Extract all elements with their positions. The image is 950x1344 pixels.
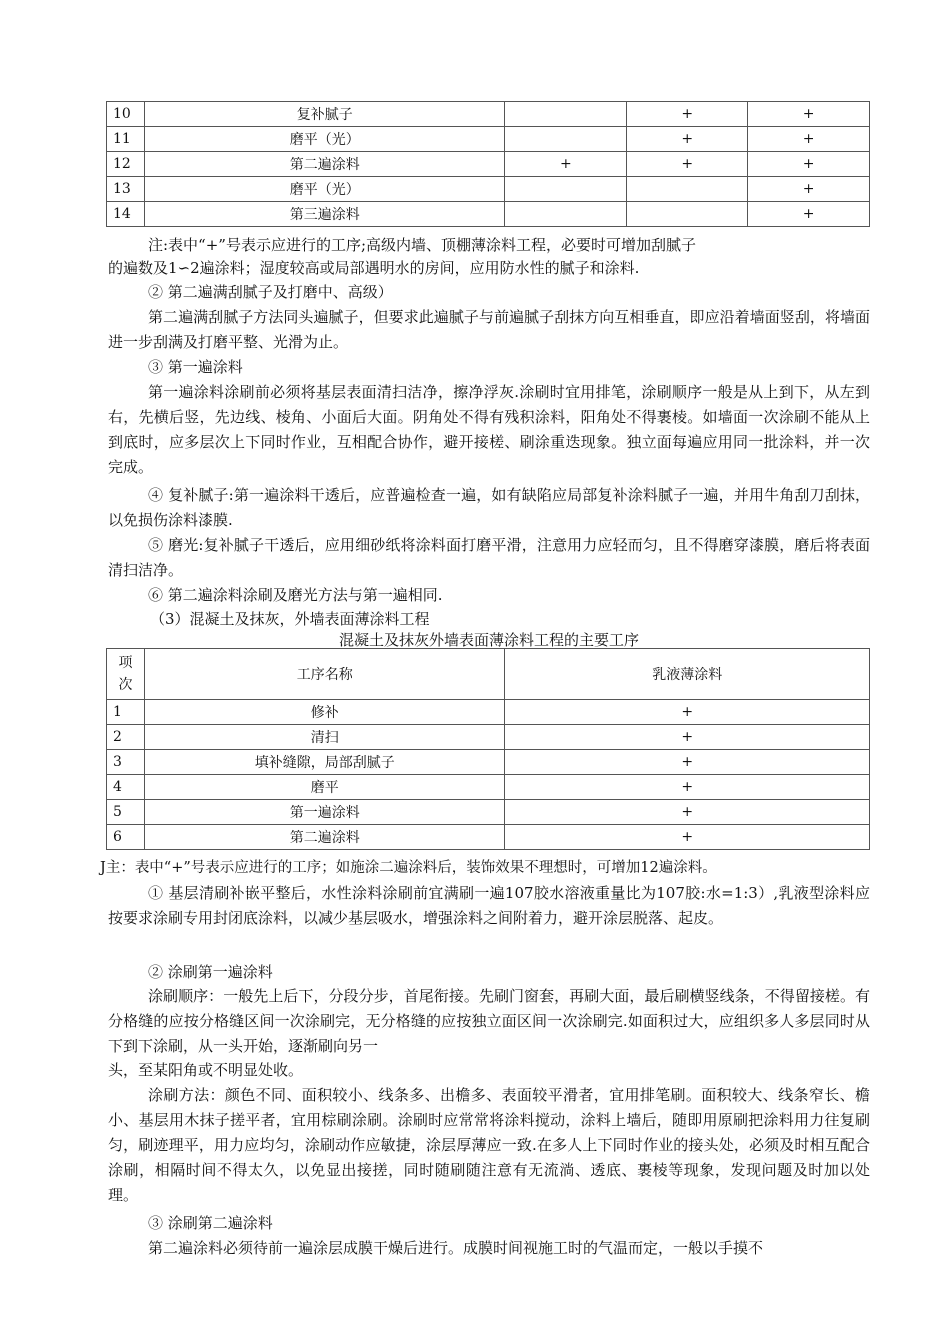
mark-cell: [505, 177, 627, 202]
row-number: 3: [107, 750, 145, 775]
section-heading: （3）混凝土及抹灰，外墙表面薄涂料工程: [150, 610, 430, 628]
main-procedure-table: [106, 648, 870, 850]
row-number: 10: [107, 102, 145, 127]
step-heading: ③ 涂刷第二遍涂料: [148, 1214, 273, 1232]
row-number: 4: [107, 775, 145, 800]
mark-cell: +: [505, 800, 870, 825]
table-note: 注:表中“+”号表示应进行的工序;高级内墙、顶棚薄涂料工程，必要时可增加刮腻子: [148, 236, 697, 254]
paragraph: 涂刷顺序：一般先上后下，分段分步，首尾衔接。先刷门窗套，再刷大面，最后刷横竖线条，不得留接槎。有分格缝的应按分格缝区间一次涂刷完，无分格缝的应按独立面区间一次涂刷完.如面积过大，应组织多人多层同时从下到下涂刷，从一头开始，逐渐刷向另一: [108, 987, 870, 1055]
paragraph: 第一遍涂料涂刷前必须将基层表面清扫洁净，擦净浮灰.涂刷时宜用排笔，涂刷顺序一般是从上到下，从左到右，先横后竖，先边线、棱角、小面后大面。阴角处不得有残积涂料，阳角处不得裹棱。如墙面一次涂刷不能从上到底时，应多层次上下同时作业，互相配合协作，避开接槎、刷涂重迭现象。独立面每遍应用同一批涂料，并一次完成。: [108, 383, 870, 476]
table-row: [107, 750, 870, 775]
row-number: 6: [107, 825, 145, 850]
procedure-name: 修补: [144, 700, 505, 725]
mark-cell: +: [748, 127, 870, 152]
mark-cell: +: [748, 202, 870, 227]
table-title: 混凝土及抹灰外墙表面薄涂料工程的主要工序: [338, 631, 639, 649]
paragraph: ⑥ 第二遍涂料涂刷及磨光方法与第一遍相同.: [148, 586, 443, 604]
paragraph-continued: 头，至某阳角或不明显处收。: [108, 1061, 304, 1079]
step-heading: ③ 第一遍涂料: [148, 358, 243, 376]
table-row: [107, 102, 870, 127]
procedure-name: 第一遍涂料: [144, 800, 505, 825]
mark-cell: +: [748, 177, 870, 202]
mark-cell: [505, 127, 627, 152]
procedure-table-continued: [106, 101, 870, 227]
procedure-name: 第二遍涂料: [144, 825, 505, 850]
header-procedure-name: 工序名称: [144, 649, 505, 700]
step-heading: ② 第二遍满刮腻子及打磨中、高级）: [148, 283, 393, 301]
mark-cell: +: [505, 700, 870, 725]
procedure-name: 复补腻子: [144, 102, 505, 127]
procedure-name: 磨平（光）: [144, 127, 505, 152]
mark-cell: [627, 202, 748, 227]
row-number: 5: [107, 800, 145, 825]
mark-cell: +: [505, 775, 870, 800]
mark-cell: +: [627, 102, 748, 127]
table-note: J主：表中“+”号表示应进行的工序；如施涂二遍涂料后，装饰效果不理想时，可增加12遍涂料。: [100, 860, 717, 876]
row-number: 1: [107, 700, 145, 725]
table-row: [107, 177, 870, 202]
mark-cell: [505, 102, 627, 127]
mark-cell: +: [505, 725, 870, 750]
header-item-number: 项 次: [107, 649, 145, 700]
table-row: [107, 152, 870, 177]
paragraph: ④ 复补腻子:第一遍涂料干透后，应普遍检查一遍，如有缺陷应局部复补涂料腻子一遍，并用牛角刮刀刮抹，以免损伤涂料漆膜.: [108, 486, 870, 529]
paragraph: ① 基层清刷补嵌平整后，水性涂料涂刷前宜满刷一遍107胶水溶液重量比为107胶:水=1:3）,乳液型涂料应按要求涂刷专用封闭底涂料，以减少基层吸水，增强涂料之间附着力，避开涂层脱落、起皮。: [108, 884, 870, 927]
mark-cell: +: [505, 825, 870, 850]
table-row: [107, 127, 870, 152]
mark-cell: +: [627, 152, 748, 177]
row-number: 2: [107, 725, 145, 750]
paragraph: 第二遍涂料必须待前一遍涂层成膜干燥后进行。成膜时间视施工时的气温而定，一般以手摸不: [148, 1239, 764, 1257]
row-number: 12: [107, 152, 145, 177]
paragraph: 涂刷方法：颜色不同、面积较小、线条多、出檐多、表面较平滑者，宜用排笔刷。面积较大、线条窄长、檐小、基层用木抹子搓平者，宜用棕刷涂刷。涂刷时应常常将涂料搅动，涂料上墙后，随即用原刷把涂料用力往复刷匀，刷迹理平，用力应均匀，涂刷动作应敏捷，涂层厚薄应一致.在多人上下同时作业的接头处，必须及时相互配合涂刷，相隔时间不得太久，以免显出接搓，同时随刷随注意有无流淌、透底、裹棱等现象，发现问题及时加以处理。: [108, 1086, 870, 1204]
table-header-row: [107, 649, 870, 700]
mark-cell: +: [505, 152, 627, 177]
procedure-name: 清扫: [144, 725, 505, 750]
paragraph: ⑤ 磨光:复补腻子干透后，应用细砂纸将涂料面打磨平滑，注意用力应轻而匀，且不得磨穿漆膜，磨后将表面清扫洁净。: [108, 536, 870, 579]
procedure-name: 第三遍涂料: [144, 202, 505, 227]
procedure-name: 磨平（光）: [144, 177, 505, 202]
mark-cell: +: [627, 127, 748, 152]
table-note-continued: 的遍数及1∽2遍涂料；湿度较高或局部遇明水的房间，应用防水性的腻子和涂料.: [108, 259, 640, 277]
procedure-name: 第二遍涂料: [144, 152, 505, 177]
procedure-name: 填补缝隙，局部刮腻子: [144, 750, 505, 775]
paragraph: 第二遍满刮腻子方法同头遍腻子，但要求此遍腻子与前遍腻子刮抹方向互相垂直，即应沿着墙面竖刮，将墙面进一步刮满及打磨平整、光滑为止。: [108, 308, 870, 351]
procedure-name: 磨平: [144, 775, 505, 800]
table-row: [107, 825, 870, 850]
row-number: 14: [107, 202, 145, 227]
header-coating-type: 乳液薄涂料: [505, 649, 870, 700]
table-row: [107, 202, 870, 227]
row-number: 11: [107, 127, 145, 152]
table-row: [107, 725, 870, 750]
mark-cell: +: [505, 750, 870, 775]
row-number: 13: [107, 177, 145, 202]
mark-cell: [627, 177, 748, 202]
table-row: [107, 800, 870, 825]
mark-cell: +: [748, 152, 870, 177]
mark-cell: [505, 202, 627, 227]
mark-cell: +: [748, 102, 870, 127]
table-row: [107, 775, 870, 800]
table-row: [107, 700, 870, 725]
step-heading: ② 涂刷第一遍涂料: [148, 963, 273, 981]
